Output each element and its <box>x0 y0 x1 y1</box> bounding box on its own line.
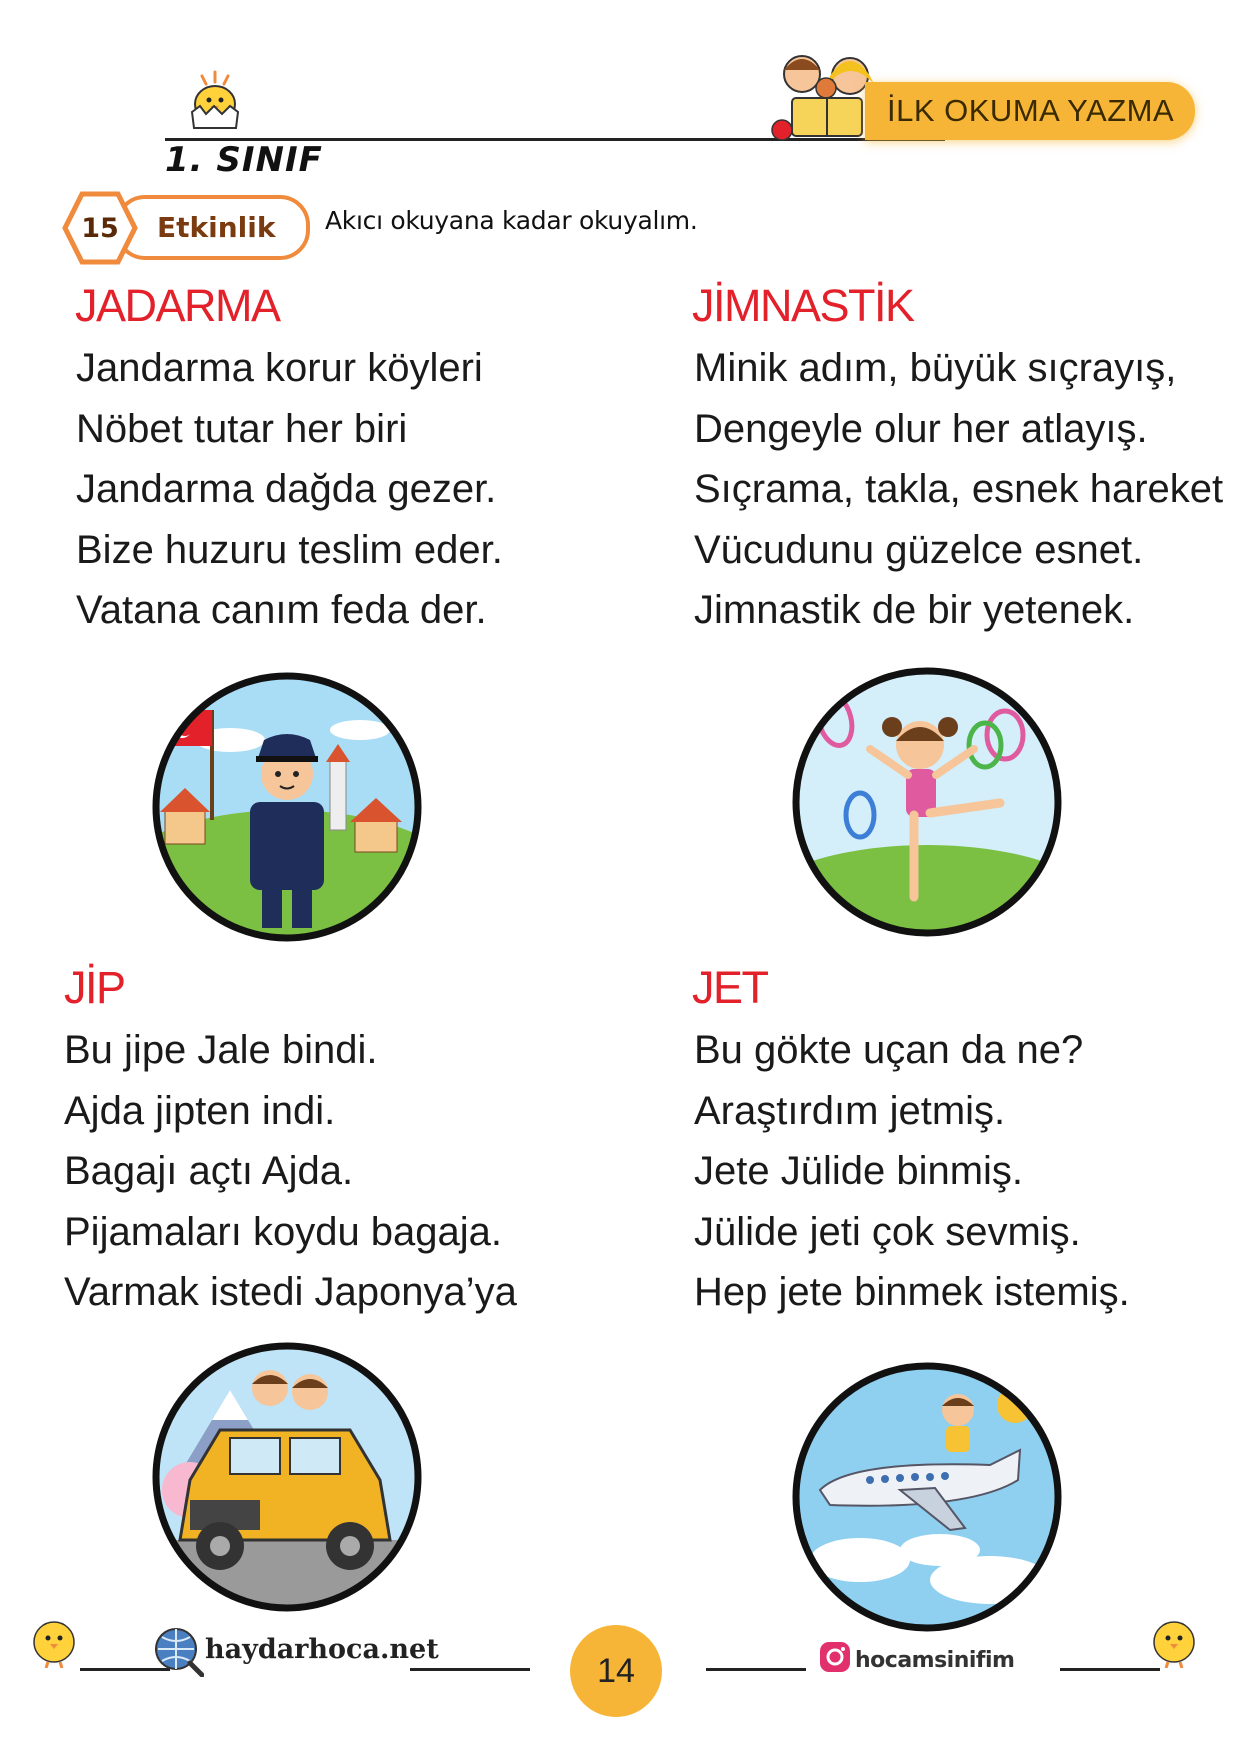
activity-number: 15 <box>81 212 119 244</box>
jeep-illustration <box>150 1340 425 1615</box>
gymnast-illustration <box>790 665 1065 940</box>
footer-site: haydarhoca.net <box>205 1634 439 1665</box>
poem-body <box>694 338 1223 641</box>
globe-search-icon <box>152 1625 204 1677</box>
chick-icon <box>1148 1610 1200 1668</box>
poem-line: Vatana canım feda der. <box>76 588 487 632</box>
poem-line: Bu jipe Jale bindi. <box>64 1028 378 1072</box>
page-number: 14 <box>570 1625 662 1717</box>
poem-line: Hep jete binmek istemiş. <box>694 1270 1130 1314</box>
chick-icon <box>28 1610 80 1668</box>
chick-egg-icon <box>180 70 250 132</box>
activity-label: Etkinlik <box>115 195 310 260</box>
footer-rule <box>1060 1668 1160 1671</box>
poem-line: Dengeyle olur her atlayış. <box>694 406 1148 451</box>
brand-banner: İLK OKUMA YAZMA <box>865 82 1195 140</box>
poem-line: Varmak istedi Japonya’ya <box>64 1270 517 1314</box>
poem-title: JİMNASTİK <box>692 280 914 331</box>
poem-line: Ajda jipten indi. <box>64 1088 336 1133</box>
instagram-icon <box>818 1640 852 1674</box>
poem-line: Pijamaları koydu bagaja. <box>64 1209 503 1254</box>
poem-line: Jandarma korur köyleri <box>76 346 483 390</box>
poem-title: JİP <box>64 962 125 1013</box>
poem-line: Jandarma dağda gezer. <box>76 467 497 511</box>
grade-label: 1. SINIF <box>165 140 323 180</box>
jet-illustration <box>790 1360 1065 1635</box>
poem-line: Bu gökte uçan da ne? <box>694 1028 1084 1072</box>
poem-line: Jete Jülide binmiş. <box>694 1149 1024 1193</box>
footer-rule <box>410 1668 530 1671</box>
poem-body <box>694 1020 1130 1323</box>
poem-line: Bagajı açtı Ajda. <box>64 1149 354 1193</box>
poem-line: Bize huzuru teslim eder. <box>76 527 503 572</box>
poem-title: JET <box>692 962 768 1013</box>
poem-line: Nöbet tutar her biri <box>76 406 408 451</box>
poem-line: Sıçrama, takla, esnek hareket <box>694 467 1224 511</box>
poem-line: Jimnastik de bir yetenek. <box>694 588 1135 632</box>
poem-line: Jülide jeti çok sevmiş. <box>694 1209 1081 1254</box>
poem-line: Minik adım, büyük sıçrayış, <box>694 346 1177 390</box>
gendarme-illustration <box>150 670 425 945</box>
poem-line: Araştırdım jetmiş. <box>694 1088 1006 1133</box>
poem-line: Vücudunu güzelce esnet. <box>694 527 1144 572</box>
footer-rule <box>706 1668 806 1671</box>
poem-body <box>64 1020 517 1323</box>
activity-instruction: Akıcı okuyana kadar okuyalım. <box>325 206 698 235</box>
footer-social-handle: hocamsinifim <box>855 1648 1015 1673</box>
poem-title: JADARMA <box>75 280 280 331</box>
poem-body <box>76 338 503 641</box>
